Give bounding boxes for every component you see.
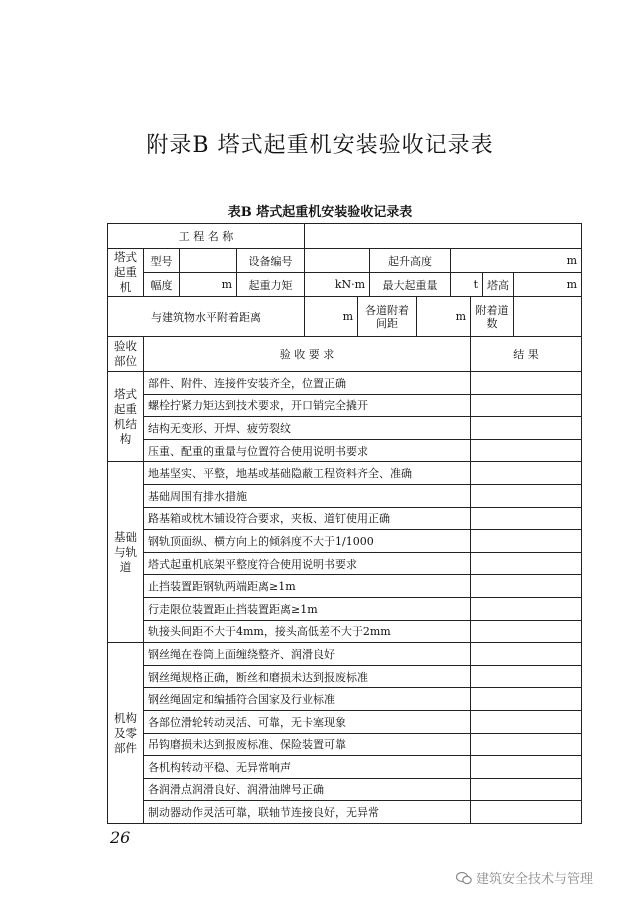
requirement-row [108,575,582,598]
requirement-row [108,733,582,756]
model-value [180,249,237,273]
requirement-row [108,530,582,553]
requirement-text: 行走限位装置距止挡装置距离≥1m [144,597,471,620]
amplitude-label: 幅度 [144,273,180,297]
section-label: 塔式起重机结构 [108,372,144,462]
requirement-text: 结构无变形、开焊、疲劳裂纹 [144,417,471,440]
requirement-text: 地基坚实、平整，地基或基础隐蔽工程资料齐全、准确 [144,462,471,485]
page-title: 附录B 塔式起重机安装验收记录表 [146,133,494,158]
requirement-row [108,710,582,733]
crane-spec-row-2 [108,273,582,297]
requirement-row [108,688,582,711]
acceptance-sections [108,372,582,824]
attachment-row [108,297,582,337]
lift-height-unit: m [451,249,582,273]
horizontal-distance-unit: m [305,297,358,337]
column-header-row [108,337,582,372]
result-cell [471,552,582,575]
requirement-row [108,417,582,440]
max-weight-unit: t [451,273,483,297]
result-cell [471,417,582,440]
horizontal-distance-label: 与建筑物水平附着距离 [108,297,305,337]
requirement-text: 螺栓拧紧力矩达到技术要求，开口销完全撬开 [144,394,471,417]
result-column-header: 结 果 [471,337,582,372]
requirement-row [108,507,582,530]
result-cell [471,756,582,779]
result-cell [471,462,582,485]
max-weight-label: 最大起重量 [370,273,451,297]
attach-spacing-label: 各道附着间距 [358,297,417,337]
requirement-text: 吊钩磨损未达到报废标准、保险装置可靠 [144,733,471,756]
result-cell [471,507,582,530]
requirement-text: 各润滑点润滑良好、润滑油牌号正确 [144,778,471,801]
requirement-text: 部件、附件、连接件安装齐全，位置正确 [144,372,471,395]
tower-height-label: 塔高 [483,273,514,297]
requirement-row [108,801,582,824]
attach-count-value [514,297,582,337]
requirement-column-header: 验 收 要 求 [144,337,471,372]
requirement-row [108,756,582,779]
tower-height-unit: m [514,273,582,297]
result-cell [471,530,582,553]
amplitude-unit: m [180,273,237,297]
result-cell [471,688,582,711]
requirement-text: 轨接头间距不大于4mm，接头高低差不大于2mm [144,620,471,643]
requirement-row [108,372,582,395]
requirement-row [108,620,582,643]
page-number: 26 [110,828,131,847]
lift-height-label: 起升高度 [370,249,451,273]
requirement-row [108,439,582,462]
requirement-row [108,394,582,417]
project-name-label: 工 程 名 称 [108,224,305,249]
requirement-row [108,665,582,688]
watermark [456,868,593,887]
requirement-row [108,462,582,485]
requirement-text: 钢丝绳在卷筒上面缠绕整齐、润滑良好 [144,643,471,666]
crane-spec-row-1 [108,249,582,273]
project-name-row [108,224,582,249]
watermark-text: 建筑安全技术与管理 [476,872,594,887]
result-cell [471,597,582,620]
section-label: 基础与轨道 [108,462,144,643]
requirement-text: 塔式起重机底架平整度符合使用说明书要求 [144,552,471,575]
part-column-header: 验收部位 [108,337,144,372]
requirement-row [108,552,582,575]
wechat-icon [456,871,472,885]
requirement-text: 钢丝绳规格正确，断丝和磨损未达到报废标准 [144,665,471,688]
result-cell [471,575,582,598]
result-cell [471,710,582,733]
section-label: 机构及零部件 [108,643,144,824]
result-cell [471,620,582,643]
result-cell [471,484,582,507]
requirement-text: 压重、配重的重量与位置符合使用说明书要求 [144,439,471,462]
requirement-row [108,643,582,666]
result-cell [471,643,582,666]
acceptance-record-table [107,223,582,824]
table-caption: 表B 塔式起重机安装验收记录表 [227,205,413,220]
requirement-text: 基础周围有排水措施 [144,484,471,507]
requirement-text: 制动器动作灵活可靠，联轴节连接良好，无异常 [144,801,471,824]
result-cell [471,665,582,688]
attach-spacing-unit: m [417,297,471,337]
project-name-value [305,224,582,249]
requirement-row [108,597,582,620]
result-cell [471,394,582,417]
result-cell [471,439,582,462]
equipment-no-value [305,249,370,273]
equipment-no-label: 设备编号 [237,249,305,273]
requirement-text: 钢轨顶面纵、横方向上的倾斜度不大于1/1000 [144,530,471,553]
requirement-text: 各机构转动平稳、无异常响声 [144,756,471,779]
requirement-text: 钢丝绳固定和编插符合国家及行业标准 [144,688,471,711]
attach-count-label: 附着道数 [471,297,514,337]
requirement-text: 各部位滑轮转动灵活、可靠，无卡塞现象 [144,710,471,733]
crane-label: 塔式起重机 [108,249,144,297]
model-label: 型号 [144,249,180,273]
requirement-text: 止挡装置距钢轨两端距离≥1m [144,575,471,598]
requirement-row [108,484,582,507]
lift-moment-label: 起重力矩 [237,273,305,297]
requirement-text: 路基箱或枕木铺设符合要求，夹板、道钉使用正确 [144,507,471,530]
result-cell [471,778,582,801]
requirement-row [108,778,582,801]
result-cell [471,733,582,756]
lift-moment-unit: kN·m [305,273,370,297]
result-cell [471,801,582,824]
result-cell [471,372,582,395]
